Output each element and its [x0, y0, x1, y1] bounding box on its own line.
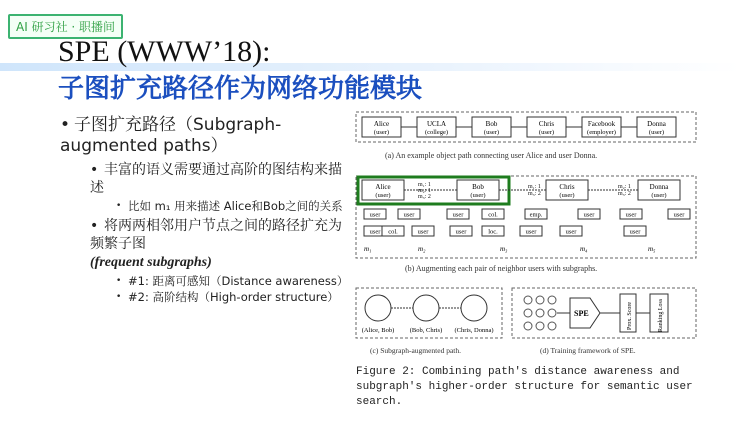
- slide-title-chinese: 子图扩充路径作为网络功能模块: [58, 74, 423, 104]
- sub-label: user: [583, 211, 595, 219]
- m-label: m₁: 1: [528, 184, 541, 190]
- c-pair-label: (Chris, Donna): [454, 327, 494, 334]
- dot: [524, 296, 532, 304]
- spe-label: SPE: [574, 309, 589, 318]
- figure-caption: Figure 2: Combining path's distance awareness and subgraph's higher-order structure for semantic user search.: [356, 366, 693, 408]
- sub-label: user: [369, 228, 381, 236]
- b-m-index: m₄: [580, 245, 588, 253]
- b-node-type: (user): [375, 192, 391, 199]
- panel-c-caption: (c) Subgraph-augmented path.: [370, 346, 462, 355]
- sub-label: user: [625, 211, 637, 219]
- dot: [548, 322, 556, 330]
- a-node-name: Donna: [647, 120, 666, 128]
- dot: [548, 296, 556, 304]
- a-node-type: (user): [483, 129, 500, 136]
- figure-panel: [350, 108, 710, 398]
- m-label: m₃: 2: [528, 191, 541, 197]
- m-label: m₃: 2: [618, 191, 631, 197]
- b-m-index: m₃: [500, 245, 508, 253]
- sub-label: user: [673, 211, 685, 219]
- panel-a-caption: (a) An example object path connecting user Alice and user Donna.: [385, 151, 598, 160]
- b-node-type: (user): [470, 192, 486, 199]
- dot: [536, 296, 544, 304]
- sub-label: user: [417, 228, 429, 236]
- figure-diagram: [350, 108, 710, 363]
- sub-label: col.: [488, 211, 498, 219]
- a-node-name: UCLA: [426, 120, 447, 128]
- dot: [524, 309, 532, 317]
- dot: [536, 322, 544, 330]
- sub-label: user: [452, 211, 464, 219]
- a-node-type: (user): [538, 129, 555, 136]
- b-node-type: (user): [559, 192, 575, 199]
- panel-b-caption: (b) Augmenting each pair of neighbor users with subgraphs.: [405, 264, 598, 273]
- loss-label: Ranking Loss: [658, 298, 664, 332]
- panel-a-nodes: [362, 117, 676, 137]
- bullet-level3: • 比如 m₁ 用来描述 Alice和Bob之间的关系: [116, 199, 343, 213]
- sub-label: user: [525, 228, 537, 236]
- m-label: m₂: 1: [618, 184, 631, 190]
- b-m-index: m₅: [648, 245, 656, 253]
- watermark-badge: AI 研习社 · 职播间: [8, 14, 123, 39]
- panel-d-content: [524, 294, 668, 332]
- a-node-name: Bob: [485, 120, 498, 128]
- panel-d-caption: (d) Training framework of SPE.: [540, 346, 636, 355]
- c-pair-label: (Bob, Chris): [409, 327, 443, 334]
- bullet-level1: • 子图扩充路径（Subgraph-augmented paths）: [60, 115, 282, 156]
- c-circle: [365, 295, 391, 321]
- panel-c-nodes: [362, 295, 494, 334]
- m-label: m₂: 1: [418, 188, 431, 194]
- sub-label: user: [403, 211, 415, 219]
- panel-b-nodes: [362, 180, 680, 200]
- c-pair-label: (Alice, Bob): [361, 327, 395, 334]
- sub-label: col.: [388, 228, 398, 236]
- b-node-name: Chris: [559, 183, 575, 191]
- c-circle: [461, 295, 487, 321]
- slide-title-english: SPE (WWW’18):: [58, 35, 271, 68]
- m-label: m₁: 1: [418, 182, 431, 188]
- bullet-level3: • #1: 距离可感知（Distance awareness）: [116, 274, 349, 288]
- b-m-index: m₂: [418, 245, 426, 253]
- b-m-labels: [418, 182, 631, 200]
- dot: [536, 309, 544, 317]
- b-m-index: m₁: [364, 245, 372, 253]
- b-node-name: Bob: [472, 183, 484, 191]
- bullet-list: [60, 115, 350, 306]
- bullet-level3: • #2: 高阶结构（High-order structure）: [116, 290, 339, 304]
- panel-b-subgraphs: [364, 209, 690, 253]
- a-node-type: (user): [648, 129, 665, 136]
- dot: [548, 309, 556, 317]
- sub-label: loc.: [488, 228, 498, 236]
- sub-label: user: [455, 228, 467, 236]
- a-node-name: Facebook: [587, 120, 616, 128]
- bullet-level2: • 丰富的语义需要通过高阶的图结构来描述: [90, 162, 342, 196]
- bullet-level2: • 将两两相邻用户节点之间的路径扩充为频繁子图 (frequent subgraphs): [90, 218, 342, 270]
- b-node-name: Donna: [649, 183, 669, 191]
- sub-label: user: [565, 228, 577, 236]
- sub-label: emp.: [529, 211, 543, 219]
- a-node-type: (employer): [587, 129, 616, 136]
- c-circle: [413, 295, 439, 321]
- b-node-name: Alice: [375, 183, 391, 191]
- dot: [524, 322, 532, 330]
- prox-label: Prox. Score: [627, 302, 633, 330]
- sub-label: user: [629, 228, 641, 236]
- a-node-type: (college): [424, 129, 449, 136]
- sub-label: user: [369, 211, 381, 219]
- m-label: m₃: 2: [418, 194, 431, 200]
- a-node-name: Chris: [538, 120, 555, 128]
- b-node-type: (user): [651, 192, 667, 199]
- a-node-type: (user): [373, 129, 390, 136]
- a-node-name: Alice: [373, 120, 390, 128]
